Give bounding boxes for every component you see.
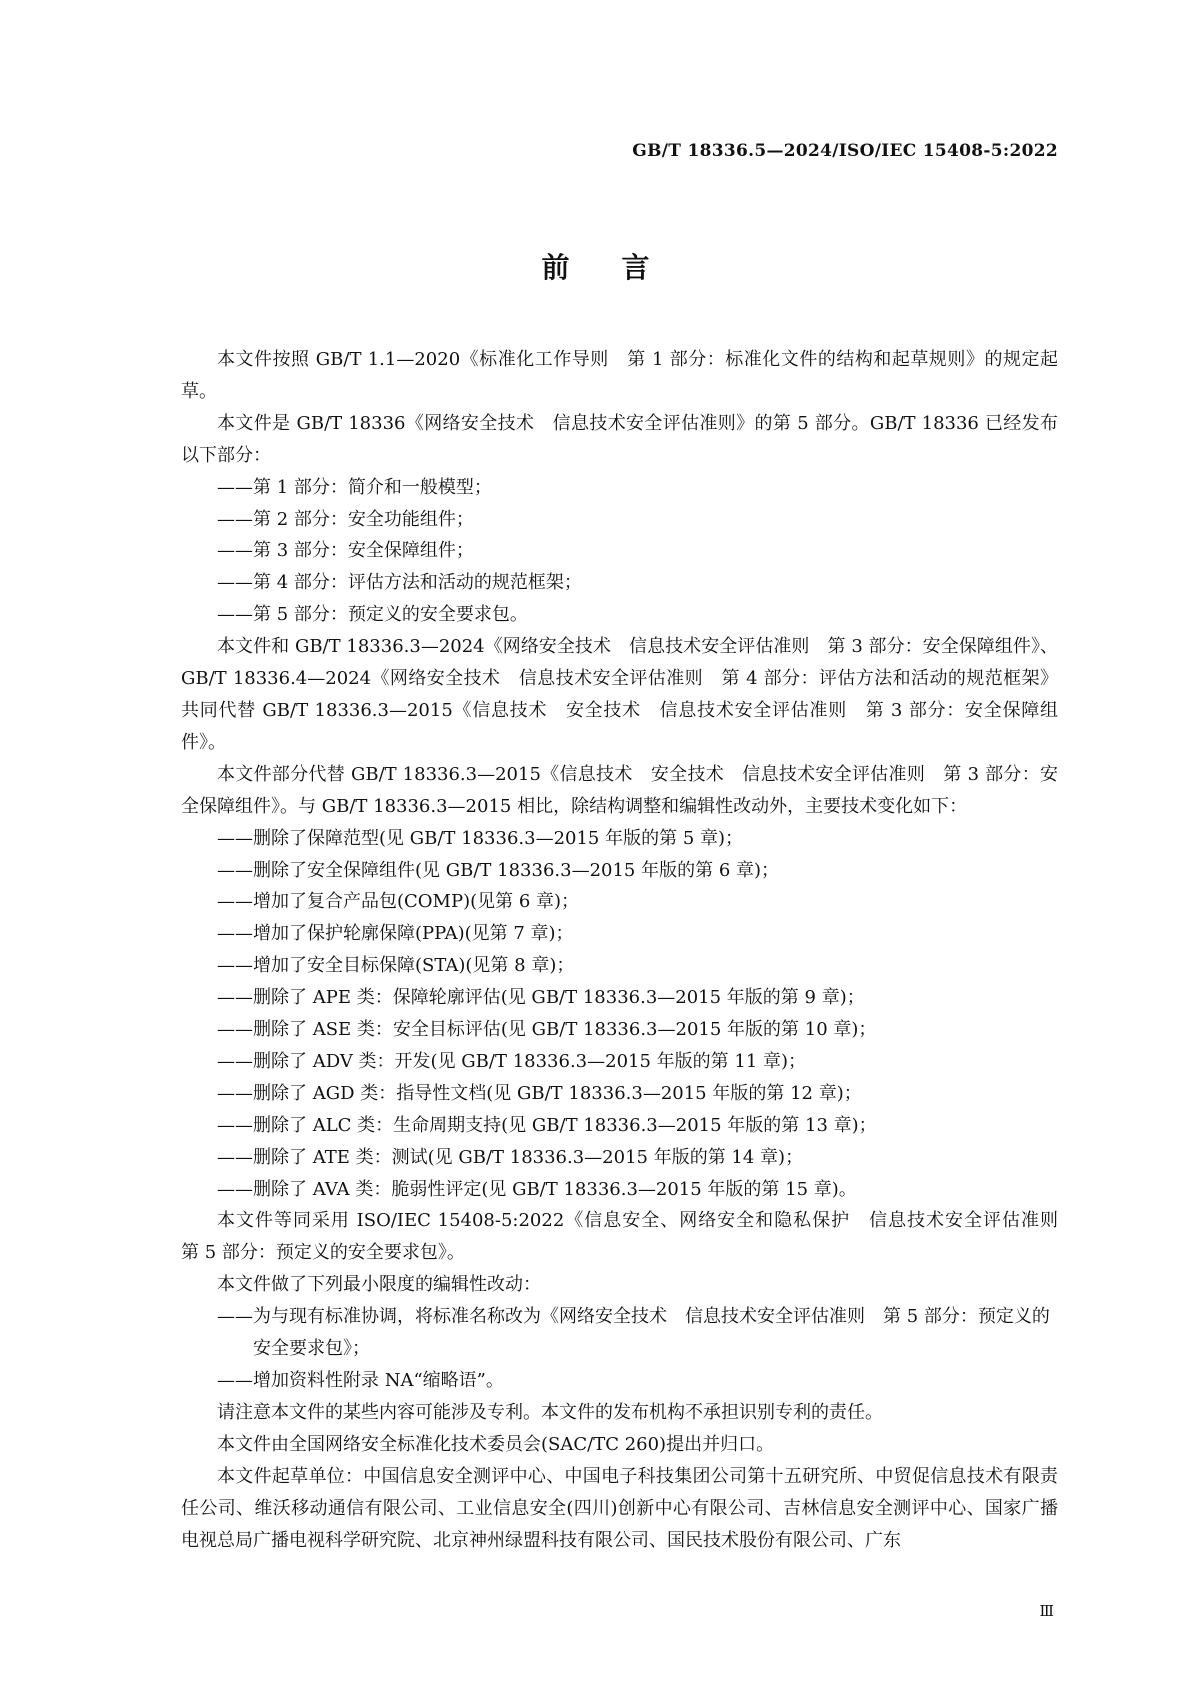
paragraph-adoption: 本文件等同采用 ISO/IEC 15408-5:2022《信息安全、网络安全和隐私保护 信息技术安全评估准则 第 5 部分：预定义的安全要求包》。 [181,1210,1076,1264]
paragraph-series-intro: 本文件是 GB/T 18336《网络安全技术 信息技术安全评估准则》的第 5 部分。GB/T 18336 已经发布以下部分： [181,412,1058,466]
paragraph-patent-notice: 请注意本文件的某些内容可能涉及专利。本文件的发布机构不承担识别专利的责任。 [217,1401,883,1423]
paragraph-editorial-changes: 本文件做了下列最小限度的编辑性改动： [217,1274,541,1296]
list-item: ——第 1 部分：简介和一般模型； [217,476,492,498]
page-title: 前言 [541,251,702,284]
list-item: ——第 3 部分：安全保障组件； [217,540,474,562]
paragraph-committee: 本文件由全国网络安全标准化技术委员会(SAC/TC 260)提出并归口。 [217,1433,775,1455]
paragraph-technical-changes: 本文件部分代替 GB/T 18336.3—2015《信息技术 安全技术 信息技术安全评估准则 第 3 部分：安全保障组件》。与 GB/T 18336.3—2015 相比，除结构调整和编辑性改动外，主要技术变化如下： [181,763,1058,817]
list-item: ——第 5 部分：预定义的安全要求包。 [217,604,528,626]
paragraph-drafting-rules: 本文件按照 GB/T 1.1—2020《标准化工作导则 第 1 部分：标准化文件的结构和起草规则》的规定起草。 [181,349,1058,402]
list-item: ——删除了 ADV 类：开发(见 GB/T 18336.3—2015 年版的第 11 章)； [217,1050,807,1072]
list-item: ——为与现有标准协调，将标准名称改为《网络安全技术 信息技术安全评估准则 第 5 部分：预定义的安全要求包》； [217,1306,1050,1360]
paragraph-replacement: 本文件和 GB/T 18336.3—2024《网络安全技术 信息技术安全评估准则 第 3 部分：安全保障组件》、GB/T 18336.4—2024《网络安全技术 信息技术安全评估准则 第 4 部分：评估方法和活动的规范框架》共同代替 GB/T 18336.3—2015《信息技术 安全技术 信息技术安全评估准则 第 3 部分：安全保障组件》。 [181,636,1058,753]
list-item: ——增加了保护轮廓保障(PPA)(见第 7 章)； [217,923,574,945]
list-item: ——增加了复合产品包(COMP)(见第 6 章)； [217,891,580,913]
list-item: ——第 4 部分：评估方法和活动的规范框架； [217,572,582,594]
list-item: ——删除了保障范型(见 GB/T 18336.3—2015 年版的第 5 章)； [217,827,744,849]
list-item: ——第 2 部分：安全功能组件； [217,508,474,530]
paragraph-drafting-units: 本文件起草单位：中国信息安全测评中心、中国电子科技集团公司第十五研究所、中贸促信息技术有限责任公司、维沃移动通信有限公司、工业信息安全(四川)创新中心有限公司、吉林信息安全测评中心、国家广播电视总局广播电视科学研究院、北京神州绿盟科技有限公司、国民技术股份有限公司、广东 [181,1465,1058,1551]
foreword-body [181,344,1076,1556]
list-item: ——删除了 APE 类：保障轮廓评估(见 GB/T 18336.3—2015 年版的第 9 章)； [217,987,865,1009]
list-item: ——删除了 ATE 类：测试(见 GB/T 18336.3—2015 年版的第 14 章)； [217,1146,804,1168]
list-item: ——删除了 ASE 类：安全目标评估(见 GB/T 18336.3—2015 年版的第 10 章)； [217,1019,877,1041]
standard-code-header: GB/T 18336.5—2024/ISO/IEC 15408-5:2022 [632,141,1058,161]
list-item: ——增加资料性附录 NA“缩略语”。 [217,1370,504,1391]
list-item: ——删除了安全保障组件(见 GB/T 18336.3—2015 年版的第 6 章)； [217,859,780,881]
page-number: Ⅲ [1039,1602,1054,1620]
list-item: ——删除了 AGD 类：指导性文档(见 GB/T 18336.3—2015 年版的第 12 章)； [217,1082,862,1104]
list-item: ——增加了安全目标保障(STA)(见第 8 章)； [217,955,575,977]
list-item: ——删除了 AVA 类：脆弱性评定(见 GB/T 18336.3—2015 年版的第 15 章)。 [217,1178,857,1200]
list-item: ——删除了 ALC 类：生命周期支持(见 GB/T 18336.3—2015 年版的第 13 章)； [217,1114,877,1136]
